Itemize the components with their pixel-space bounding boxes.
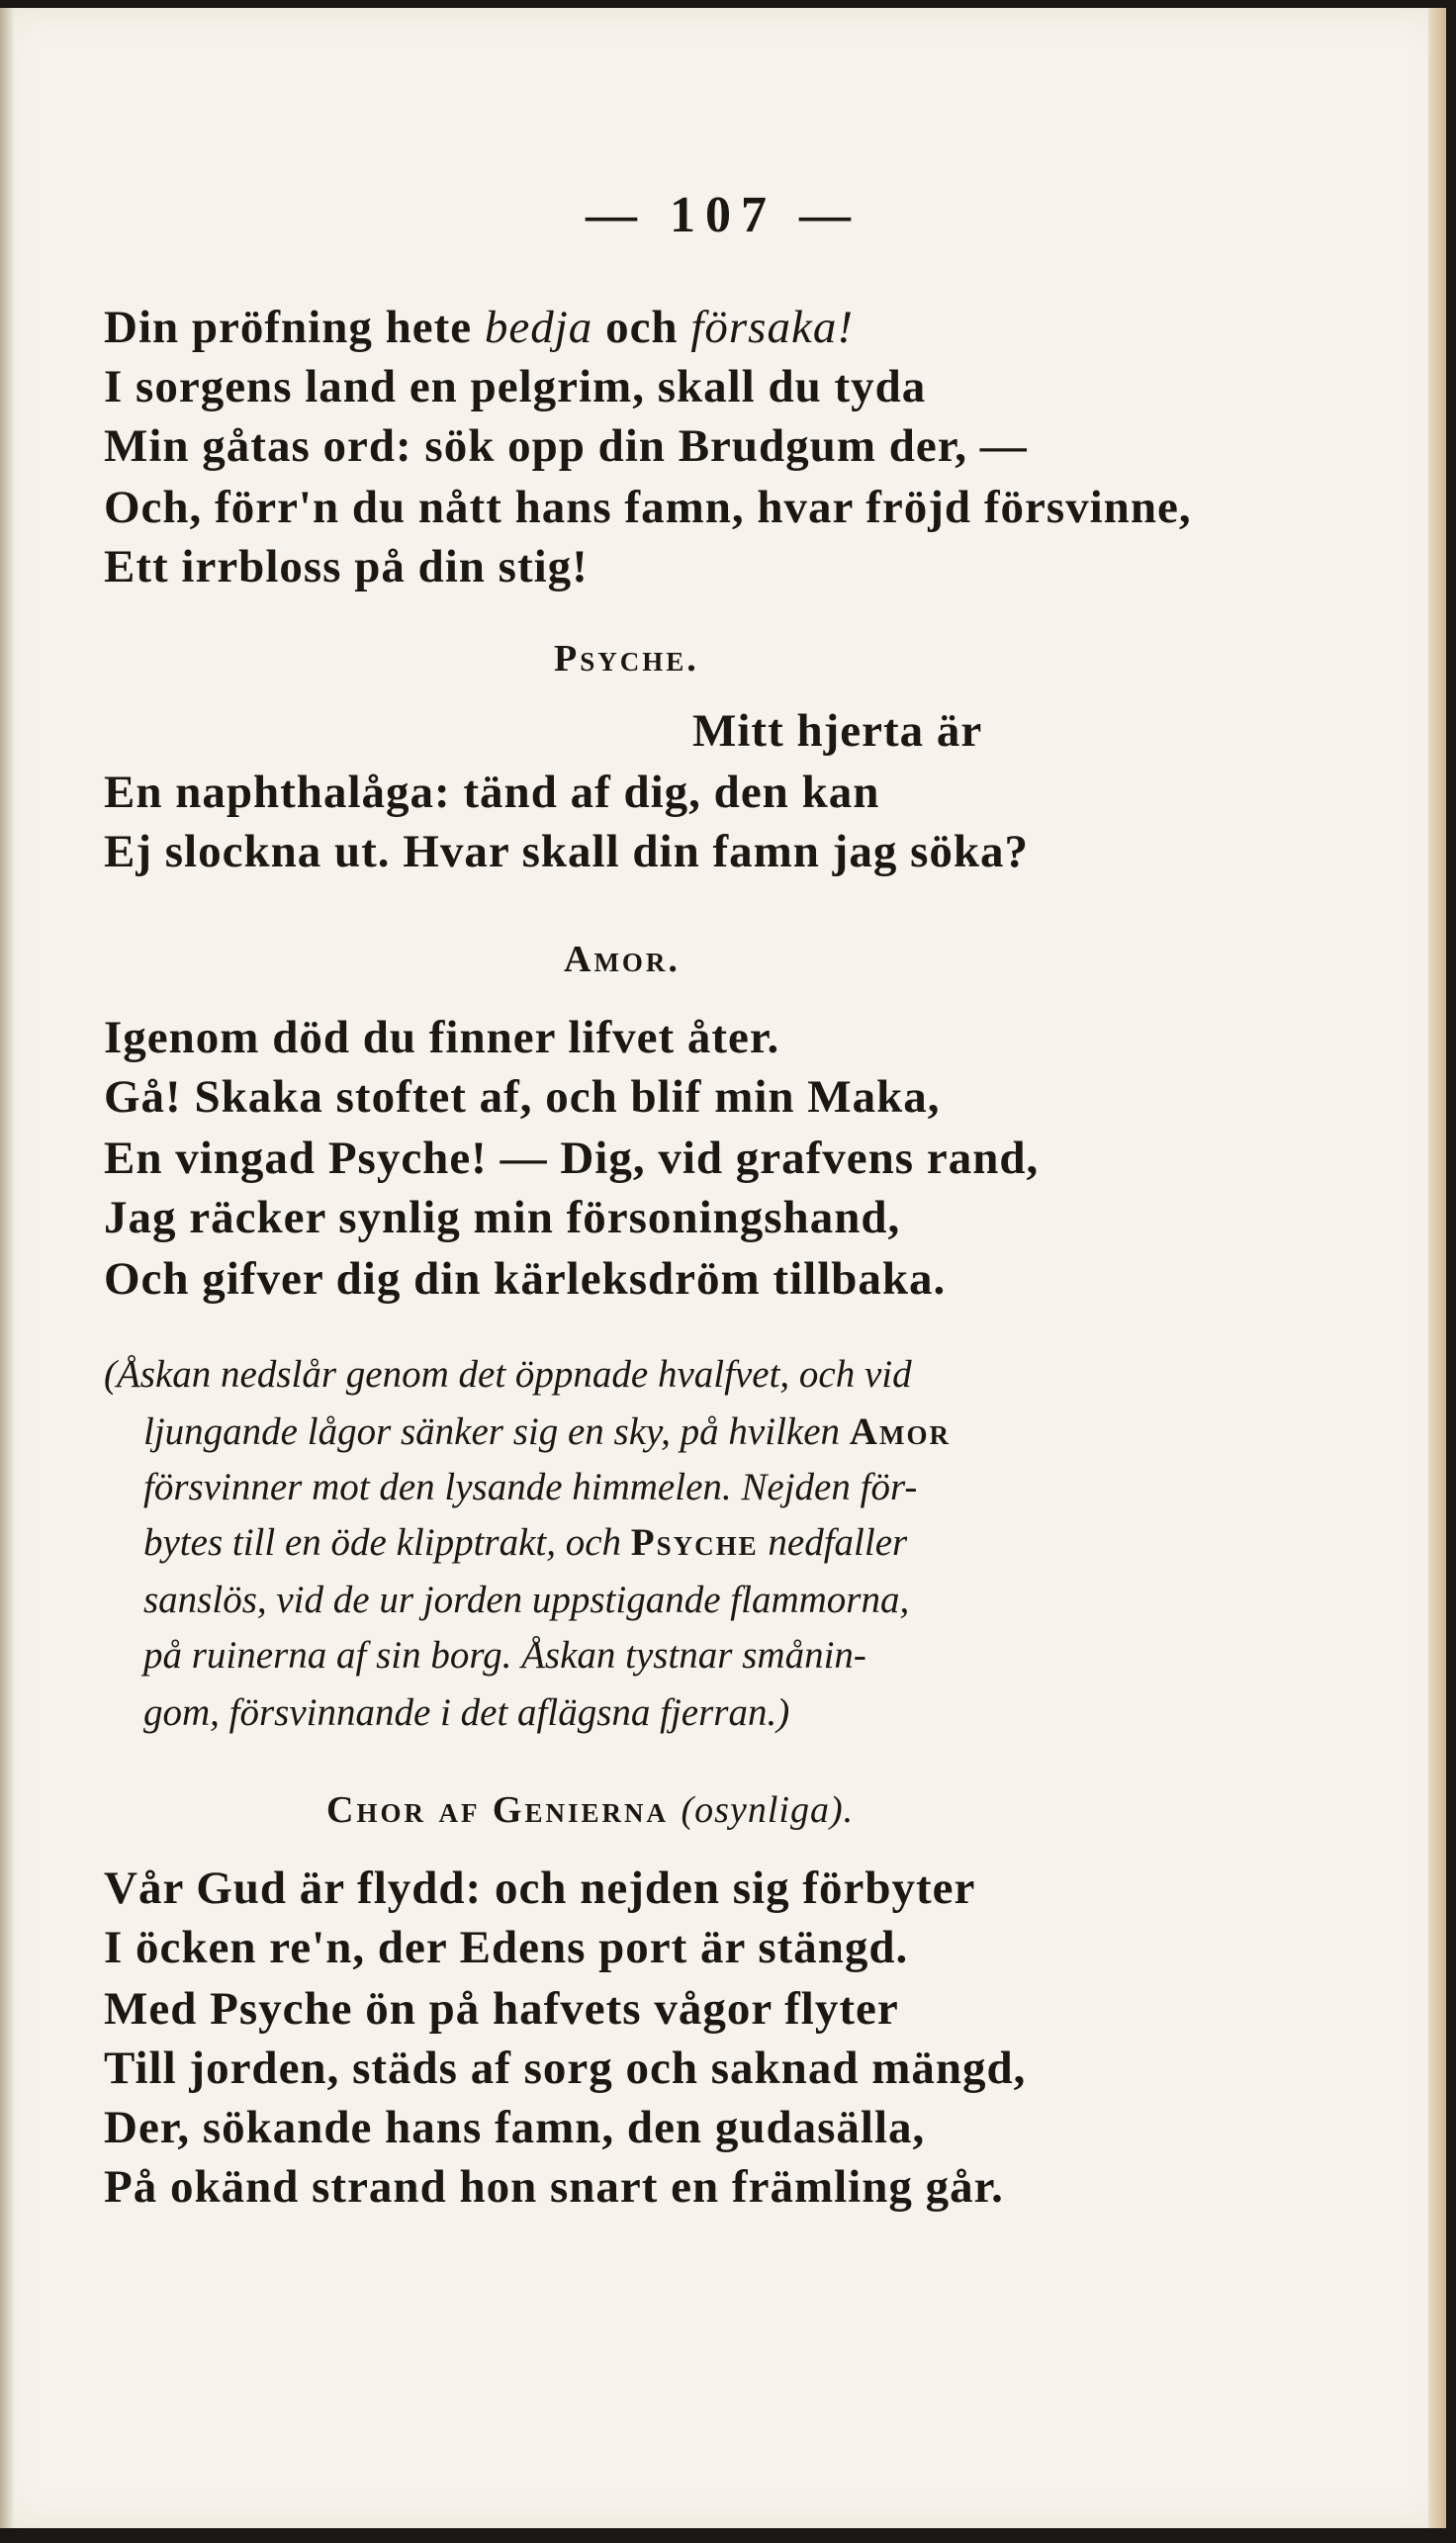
stage-direction-line: sanslös, vid de ur jorden uppstigande flammorna, (143, 1579, 910, 1621)
verse-line: Till jorden, städs af sorg och saknad mängd, (104, 2043, 1027, 2094)
verse-line: Der, sökande hans famn, den gudasälla, (104, 2102, 926, 2153)
verse-line: En vingad Psyche! — Dig, vid grafvens rand, (104, 1133, 1040, 1184)
book-page (0, 8, 1446, 2528)
verse-line: Gå! Skaka stoftet af, och blif min Maka, (104, 1071, 941, 1123)
verse-line: Och, förr'n du nått hans famn, hvar fröjd försvinne, (104, 482, 1192, 533)
verse-line: Jag räcker synlig min försoningshand, (104, 1192, 901, 1243)
speaker-name: Amor. (564, 939, 681, 980)
verse-line: Min gåtas ord: sök opp din Brudgum der, — (104, 420, 1028, 472)
verse-line: I sorgens land en pelgrim, skall du tyda (104, 361, 927, 412)
speaker-name: Psyche. (554, 638, 699, 680)
stage-direction-line: försvinner mot den lysande himmelen. Nejden för- (143, 1466, 918, 1508)
chorus-heading: Chor af Genierna (osynliga). (326, 1789, 855, 1831)
verse-line: Med Psyche ön på hafvets vågor flyter (104, 1983, 899, 2035)
verse-line: Igenom död du finner lifvet åter. (104, 1012, 780, 1063)
verse-line: Och gifver dig din kärleksdröm tillbaka. (104, 1253, 947, 1305)
verse-line: Din pröfning hete bedja och försaka! (104, 302, 854, 353)
verse-line: Ett irrbloss på din stig! (104, 541, 589, 592)
stage-direction-line: på ruinerna af sin borg. Åskan tystnar smånin- (143, 1634, 866, 1677)
stage-direction-line: ljungande lågor sänker sig en sky, på hvilken Amor (143, 1410, 951, 1453)
verse-line: I öcken re'n, der Edens port är stängd. (104, 1922, 909, 1973)
stage-direction-line: (Åskan nedslår genom det öppnade hvalfvet, och vid (104, 1353, 912, 1396)
verse-line: Mitt hjerta är (692, 705, 983, 757)
page-content (0, 8, 1446, 2528)
verse-line: Ej slockna ut. Hvar skall din famn jag söka? (104, 826, 1030, 877)
verse-line: På okänd strand hon snart en främling går. (104, 2161, 1004, 2213)
stage-direction-line: gom, försvinnande i det aflägsna fjerran.) (143, 1691, 790, 1734)
verse-line: En naphthalåga: tänd af dig, den kan (104, 767, 880, 818)
page-number: — 107 — (586, 187, 861, 243)
stage-direction-line: bytes till en öde klipptrakt, och Psyche nedfaller (143, 1521, 908, 1564)
verse-line: Vår Gud är flydd: och nejden sig förbyter (104, 1862, 976, 1914)
